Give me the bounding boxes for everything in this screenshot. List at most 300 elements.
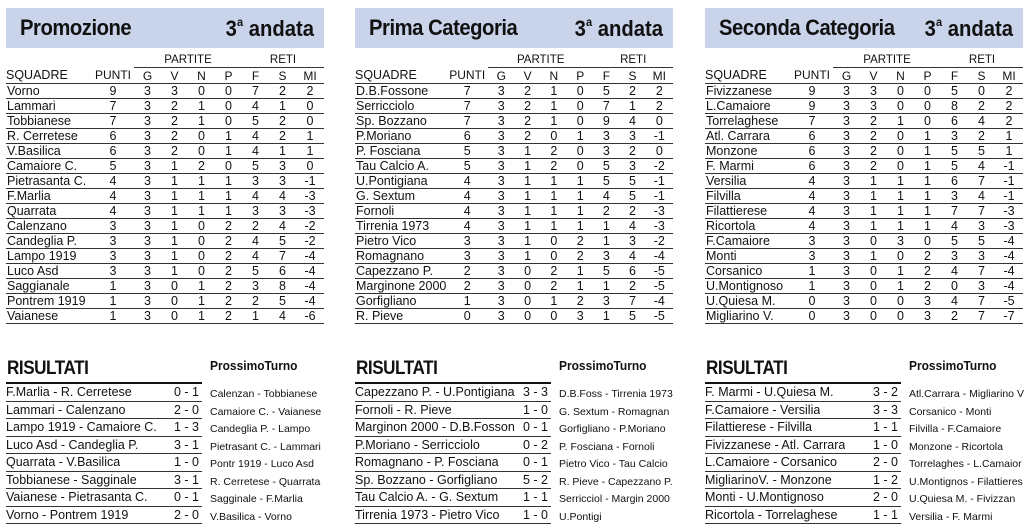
table-row: [6, 204, 324, 219]
result-row: [705, 384, 901, 402]
stat-f: 5: [593, 174, 619, 189]
result-match: Capezzano P. - U.Pontigiana: [355, 385, 515, 399]
result-row: [355, 419, 551, 437]
table-row: [6, 129, 324, 144]
stat-g: 3: [488, 174, 514, 189]
stat-punti: 4: [92, 189, 134, 204]
stat-s: 7: [968, 204, 995, 219]
team-name: Pietro Vico: [355, 234, 446, 249]
stat-s: 1: [269, 99, 296, 114]
table-row: [355, 249, 673, 264]
stat-n: 1: [188, 189, 215, 204]
stat-g: 3: [134, 84, 161, 99]
stat-p: 0: [567, 159, 593, 174]
stat-g: 3: [833, 279, 860, 294]
stat-g: 3: [488, 294, 514, 309]
stat-g: 3: [488, 189, 514, 204]
table-row: [6, 294, 324, 309]
stat-n: 2: [188, 159, 215, 174]
result-row: [705, 454, 901, 472]
next-fixture: V.Basilica - Vorno: [210, 510, 292, 523]
team-name: Monti: [705, 249, 791, 264]
stat-s: 6: [619, 264, 645, 279]
stat-v: 0: [514, 309, 540, 324]
result-score: 1 - 3: [173, 420, 199, 434]
result-match: Vaianese - Pietrasanta C.: [6, 490, 148, 504]
stat-mi: 0: [296, 99, 324, 114]
stat-s: 5: [619, 174, 645, 189]
stat-v: 0: [161, 294, 188, 309]
stat-v: 1: [161, 249, 188, 264]
team-name: Ricortola: [705, 219, 791, 234]
result-match: Tirrenia 1973 - Pietro Vico: [355, 507, 500, 522]
result-match: Lammari - Calenzano: [6, 402, 126, 417]
stat-f: 4: [593, 189, 619, 204]
stat-mi: -2: [646, 234, 673, 249]
result-score: 3 - 1: [173, 437, 199, 452]
stat-p: 0: [567, 84, 593, 99]
stat-v: 1: [860, 249, 887, 264]
col-punti: PUNTI: [791, 68, 833, 84]
stat-mi: -2: [296, 219, 324, 234]
stat-f: 4: [242, 234, 269, 249]
stat-g: 3: [134, 204, 161, 219]
stat-punti: 1: [791, 279, 833, 294]
result-row: [355, 384, 551, 402]
stat-mi: 0: [646, 144, 673, 159]
result-row: [705, 437, 901, 455]
results-title: RISULTATI: [706, 358, 788, 379]
team-name: Saggianale: [6, 279, 92, 294]
result-match: F.Marlia - R. Cerretese: [6, 385, 132, 399]
table-row: [705, 84, 1023, 99]
stat-v: 1: [161, 204, 188, 219]
stat-mi: -1: [995, 189, 1023, 204]
stat-v: 1: [514, 144, 540, 159]
stat-g: 3: [833, 189, 860, 204]
stat-p: 1: [567, 129, 593, 144]
table-row: [6, 264, 324, 279]
stat-punti: 4: [446, 174, 488, 189]
col-s: S: [269, 68, 296, 84]
stat-n: 1: [188, 204, 215, 219]
stat-n: 0: [887, 159, 914, 174]
stat-g: 3: [833, 234, 860, 249]
stat-mi: -4: [995, 249, 1023, 264]
stat-punti: 4: [791, 219, 833, 234]
stat-n: 0: [188, 249, 215, 264]
team-name: U.Montignoso: [705, 279, 791, 294]
table-row: [705, 99, 1023, 114]
team-name: D.B.Fossone: [355, 84, 446, 99]
result-row: [6, 454, 202, 472]
stat-n: 0: [887, 129, 914, 144]
stat-g: 3: [488, 129, 514, 144]
stat-s: 4: [968, 159, 995, 174]
col-n: N: [887, 68, 914, 84]
next-fixture: Corsanico - Monti: [909, 405, 992, 418]
stat-n: 1: [541, 99, 567, 114]
table-row: [6, 84, 324, 99]
stat-g: 3: [833, 264, 860, 279]
team-name: Filattierese: [705, 204, 791, 219]
stat-f: 5: [941, 159, 968, 174]
stat-n: 1: [188, 309, 215, 324]
standings-table: [705, 53, 1023, 324]
stat-mi: -3: [296, 189, 324, 204]
stat-n: 1: [188, 294, 215, 309]
stat-punti: 3: [92, 249, 134, 264]
stat-s: 3: [269, 159, 296, 174]
result-row: [6, 419, 202, 437]
stat-mi: -6: [296, 309, 324, 324]
stat-g: 3: [134, 189, 161, 204]
stat-f: 5: [593, 159, 619, 174]
next-fixture: D.B.Foss - Tirrenia 1973: [559, 388, 673, 400]
stat-punti: 3: [92, 219, 134, 234]
result-row: [705, 419, 901, 437]
result-score: 0 - 1: [522, 455, 548, 469]
col-punti: PUNTI: [446, 68, 488, 84]
result-score: 1 - 0: [522, 402, 548, 417]
stat-p: 1: [567, 204, 593, 219]
league-panel-promozione: [6, 8, 324, 524]
result-score: 1 - 1: [522, 490, 548, 504]
stat-s: 7: [269, 249, 296, 264]
stat-n: 0: [541, 129, 567, 144]
stat-p: 0: [914, 84, 941, 99]
stat-p: 0: [914, 114, 941, 129]
stat-f: 6: [941, 174, 968, 189]
result-row: [355, 507, 551, 525]
stat-punti: 4: [791, 174, 833, 189]
col-p: P: [567, 68, 593, 84]
stat-g: 3: [488, 159, 514, 174]
group-reti: RETI: [593, 53, 673, 68]
col-f: F: [593, 68, 619, 84]
stat-s: 2: [968, 99, 995, 114]
result-score: 2 - 0: [173, 507, 199, 522]
round-word: andata: [597, 15, 663, 41]
stat-punti: 1: [92, 309, 134, 324]
column-header-row: [6, 68, 324, 84]
stat-g: 3: [833, 84, 860, 99]
table-row: [6, 309, 324, 324]
stat-v: 2: [860, 159, 887, 174]
table-row: [6, 234, 324, 249]
table-row: [6, 189, 324, 204]
stat-v: 1: [514, 159, 540, 174]
stat-g: 3: [833, 309, 860, 324]
stat-p: 1: [567, 279, 593, 294]
round-label: [925, 15, 1013, 42]
table-row: [705, 129, 1023, 144]
stat-v: 2: [514, 84, 540, 99]
team-name: V.Basilica: [6, 144, 92, 159]
round-number: 3: [574, 15, 586, 41]
stat-v: 3: [161, 84, 188, 99]
league-title: Prima Categoria: [369, 15, 518, 40]
stat-mi: 0: [646, 114, 673, 129]
round-word: andata: [248, 15, 314, 41]
next-round-list: [210, 386, 326, 526]
stat-p: 0: [215, 114, 242, 129]
stat-n: 1: [887, 219, 914, 234]
stat-v: 1: [161, 234, 188, 249]
league-panel-seconda-categoria: [705, 8, 1023, 524]
team-name: L.Camaiore: [705, 99, 791, 114]
stat-s: 4: [968, 114, 995, 129]
stat-mi: 2: [995, 114, 1023, 129]
stat-p: 1: [567, 174, 593, 189]
table-row: [355, 204, 673, 219]
table-row: [705, 204, 1023, 219]
stat-f: 3: [941, 129, 968, 144]
result-score: 3 - 2: [872, 385, 898, 399]
stat-v: 0: [860, 294, 887, 309]
result-score: 1 - 1: [872, 507, 898, 522]
stat-mi: -5: [995, 294, 1023, 309]
stat-g: 3: [833, 204, 860, 219]
stat-g: 3: [134, 129, 161, 144]
stat-v: 2: [161, 99, 188, 114]
stat-n: 1: [541, 114, 567, 129]
stat-punti: 1: [92, 294, 134, 309]
team-name: Atl. Carrara: [705, 129, 791, 144]
stat-n: 0: [887, 144, 914, 159]
table-row: [6, 159, 324, 174]
stat-punti: 3: [791, 249, 833, 264]
group-reti: RETI: [242, 53, 324, 68]
stat-f: 1: [242, 309, 269, 324]
result-match: Tau Calcio A. - G. Sextum: [355, 490, 499, 504]
table-row: [355, 279, 673, 294]
stat-p: 1: [215, 174, 242, 189]
stat-n: 1: [541, 219, 567, 234]
team-name: Vaianese: [6, 309, 92, 324]
stat-p: 1: [567, 189, 593, 204]
results-title: RISULTATI: [7, 358, 89, 379]
team-name: G. Sextum: [355, 189, 446, 204]
stat-g: 3: [488, 114, 514, 129]
stat-f: 5: [593, 264, 619, 279]
stat-g: 3: [488, 84, 514, 99]
stat-n: 0: [541, 234, 567, 249]
stat-v: 2: [860, 129, 887, 144]
stat-g: 3: [134, 264, 161, 279]
round-superscript: a: [236, 14, 244, 29]
stat-mi: -1: [646, 129, 673, 144]
stat-s: 5: [968, 234, 995, 249]
stat-g: 3: [488, 144, 514, 159]
stat-punti: 4: [791, 204, 833, 219]
stat-n: 1: [188, 279, 215, 294]
stat-g: 3: [134, 114, 161, 129]
result-score: 1 - 0: [173, 455, 199, 469]
stat-s: 3: [968, 249, 995, 264]
result-score: 5 - 2: [522, 472, 548, 487]
stat-p: 2: [215, 309, 242, 324]
stat-mi: -3: [296, 204, 324, 219]
result-score: 3 - 3: [522, 385, 548, 399]
results-title: RISULTATI: [356, 358, 438, 379]
stat-v: 1: [514, 249, 540, 264]
next-fixture: G. Sextum - Romagnan: [559, 405, 670, 418]
stat-p: 1: [215, 129, 242, 144]
stat-p: 1: [914, 129, 941, 144]
stat-p: 1: [215, 204, 242, 219]
result-row: [705, 507, 901, 525]
stat-v: 2: [161, 129, 188, 144]
result-score: 3 - 3: [872, 402, 898, 417]
stat-v: 1: [514, 219, 540, 234]
stat-v: 2: [161, 114, 188, 129]
column-header-row: [355, 68, 673, 84]
stat-n: 0: [887, 294, 914, 309]
team-name: Lammari: [6, 99, 92, 114]
group-header-row: [6, 53, 324, 68]
stat-f: 3: [242, 204, 269, 219]
table-row: [705, 234, 1023, 249]
col-mi: MI: [296, 68, 324, 84]
result-match: P.Moriano - Serricciolo: [355, 437, 480, 452]
stat-mi: 2: [296, 84, 324, 99]
stat-n: 0: [188, 144, 215, 159]
stat-mi: -3: [995, 204, 1023, 219]
stat-s: 4: [968, 189, 995, 204]
league-title: Seconda Categoria: [719, 15, 895, 40]
stat-v: 0: [514, 279, 540, 294]
stat-g: 3: [488, 264, 514, 279]
stat-g: 3: [833, 159, 860, 174]
team-name: Marginone 2000: [356, 279, 447, 293]
result-row: [355, 472, 551, 490]
results-list: [355, 382, 551, 524]
group-partite: PARTITE: [833, 53, 941, 68]
stat-s: 2: [619, 144, 645, 159]
result-match: Romagnano - P. Fosciana: [355, 455, 499, 469]
table-row: [705, 279, 1023, 294]
stat-mi: 0: [296, 159, 324, 174]
result-score: 0 - 1: [173, 385, 199, 399]
stat-punti: 2: [446, 279, 488, 294]
stat-p: 1: [914, 159, 941, 174]
result-score: 1 - 0: [522, 507, 548, 522]
result-row: [355, 437, 551, 455]
stat-s: 7: [619, 294, 645, 309]
result-row: [6, 437, 202, 455]
league-header: [355, 8, 673, 48]
stat-g: 3: [134, 99, 161, 114]
result-row: [6, 384, 202, 402]
stat-p: 2: [215, 234, 242, 249]
stat-f: 5: [941, 144, 968, 159]
result-row: [705, 402, 901, 420]
stat-f: 2: [242, 219, 269, 234]
stat-mi: -2: [646, 159, 673, 174]
col-squadre: SQUADRE: [355, 68, 446, 84]
stat-mi: -2: [296, 234, 324, 249]
table-row: [355, 159, 673, 174]
col-mi: MI: [646, 68, 673, 84]
team-name: P.Moriano: [355, 129, 446, 144]
next-round-list: [909, 386, 1024, 526]
stat-s: 2: [968, 129, 995, 144]
next-round-title: ProssimoTurno: [210, 358, 298, 373]
stat-v: 3: [860, 84, 887, 99]
next-fixture: Pietro Vico - Tau Calcio: [559, 458, 668, 470]
col-v: V: [860, 68, 887, 84]
result-match: F.Camaiore - Versilia: [705, 402, 821, 417]
stat-f: 7: [242, 84, 269, 99]
stat-s: 8: [269, 279, 296, 294]
table-row: [355, 129, 673, 144]
group-spacer: [705, 53, 791, 68]
stat-g: 3: [134, 159, 161, 174]
stat-s: 5: [269, 294, 296, 309]
stat-f: 3: [593, 294, 619, 309]
stat-punti: 3: [791, 234, 833, 249]
table-row: [705, 264, 1023, 279]
stat-punti: 4: [791, 189, 833, 204]
result-row: [355, 402, 551, 420]
stat-p: 2: [215, 279, 242, 294]
result-row: [6, 489, 202, 507]
stat-f: 2: [242, 294, 269, 309]
stat-v: 1: [514, 189, 540, 204]
team-name: U.Quiesa M.: [705, 294, 791, 309]
stat-f: 3: [941, 249, 968, 264]
result-score: 1 - 2: [872, 472, 898, 487]
stat-p: 0: [567, 144, 593, 159]
stat-p: 0: [215, 159, 242, 174]
stat-f: 5: [242, 114, 269, 129]
stat-g: 3: [833, 219, 860, 234]
stat-punti: 3: [92, 264, 134, 279]
stat-n: 1: [541, 294, 567, 309]
stat-n: 1: [887, 114, 914, 129]
group-header-row: [705, 53, 1023, 68]
stat-punti: 4: [92, 204, 134, 219]
team-name: Lampo 1919: [6, 249, 92, 264]
round-label: [575, 15, 663, 42]
team-name: Pontrem 1919: [6, 294, 92, 309]
team-name: Camaiore C.: [6, 159, 92, 174]
table-row: [6, 279, 324, 294]
stat-f: 4: [941, 219, 968, 234]
stat-mi: -4: [995, 279, 1023, 294]
stat-punti: 7: [446, 99, 488, 114]
results-list: [6, 382, 202, 524]
team-name: Candeglia P.: [6, 234, 92, 249]
result-row: [6, 472, 202, 490]
team-name: Fornoli: [355, 204, 446, 219]
table-row: [6, 99, 324, 114]
team-name: R. Pieve: [355, 309, 446, 324]
stat-f: 5: [242, 159, 269, 174]
next-fixture: U.Quiesa M. - Fivizzan: [909, 493, 1016, 505]
team-name: Tau Calcio A.: [355, 159, 446, 174]
stat-mi: -4: [296, 294, 324, 309]
stat-n: 1: [887, 189, 914, 204]
next-fixture: U.Pontigi: [559, 510, 602, 523]
stat-v: 1: [860, 189, 887, 204]
stat-mi: -5: [646, 309, 673, 324]
stat-g: 3: [488, 249, 514, 264]
stat-punti: 6: [92, 144, 134, 159]
stat-p: 2: [215, 294, 242, 309]
team-name: F.Camaiore: [705, 234, 791, 249]
